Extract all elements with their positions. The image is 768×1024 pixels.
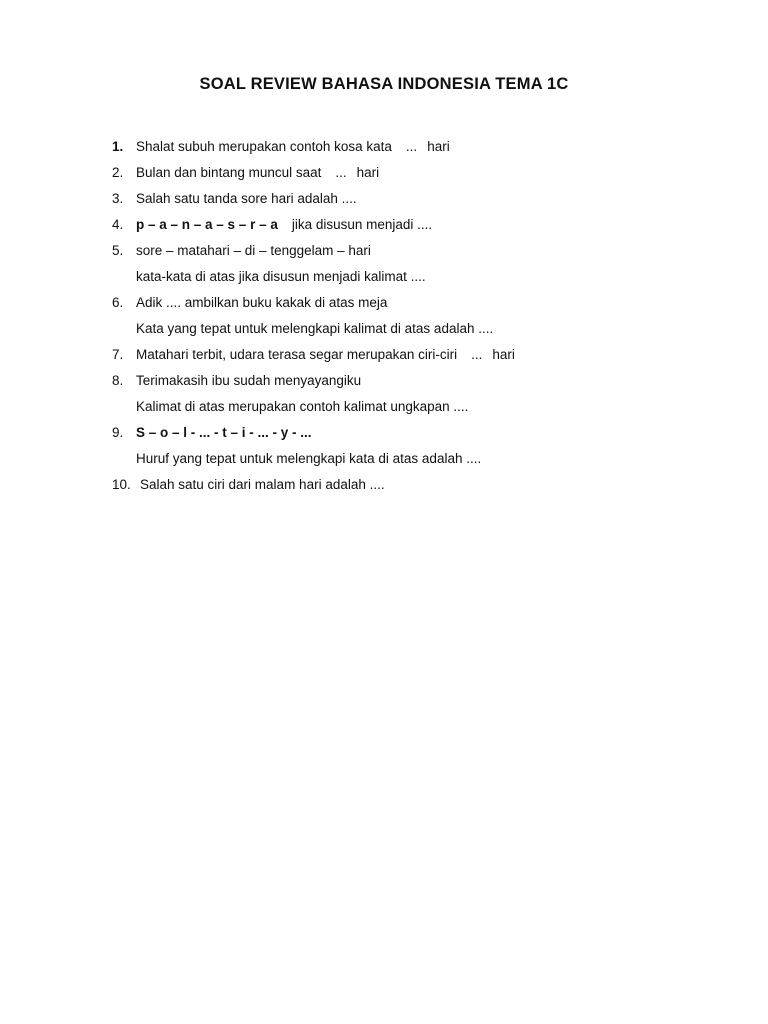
question-text: kata-kata di atas jika disusun menjadi kalimat .... [136,269,426,284]
blank-ellipsis: ... [335,165,347,180]
question-4 [112,215,732,241]
question-6-continuation [112,319,732,345]
question-text: Adik .... ambilkan buku kakak di atas meja [136,295,388,310]
question-8-continuation [112,397,732,423]
question-text: Kalimat di atas merupakan contoh kalimat ungkapan .... [136,399,469,414]
question-text-part: Shalat subuh merupakan contoh kosa kata [136,139,392,154]
question-text: sore – matahari – di – tenggelam – hari [136,243,371,258]
question-number: 9. [112,425,124,440]
blank-ellipsis: ... [405,139,418,154]
question-10 [112,475,732,501]
question-6 [112,293,732,319]
question-text-part: hari [492,347,515,362]
question-number: 1. [112,139,124,154]
question-number: 3. [112,191,124,206]
question-text: Salah satu ciri dari malam hari adalah .... [140,477,385,492]
question-5 [112,241,732,267]
question-number: 7. [112,347,124,362]
question-list [112,137,732,501]
page-title: SOAL REVIEW BAHASA INDONESIA TEMA 1C [199,75,569,93]
blank-ellipsis: ... [471,347,483,362]
question-2 [112,163,732,189]
question-text-part: hari [427,139,450,154]
scrambled-letters: p – a – n – a – s – r – a [136,217,278,232]
question-8 [112,371,732,397]
question-number: 8. [112,373,124,388]
question-number: 5. [112,243,124,258]
question-7 [112,345,732,371]
question-5-continuation [112,267,732,293]
question-number: 4. [112,217,124,232]
question-text [136,345,515,365]
question-text: Terimakasih ibu sudah menyayangiku [136,373,362,388]
question-number: 6. [112,295,124,310]
question-text [136,137,450,157]
question-text-part: Bulan dan bintang muncul saat [136,165,322,180]
question-text: Huruf yang tepat untuk melengkapi kata di atas adalah .... [136,451,482,466]
question-text: Salah satu tanda sore hari adalah .... [136,191,357,206]
question-text-part: jika disusun menjadi .... [291,217,433,232]
question-text [136,163,379,183]
question-text [136,215,432,235]
question-1 [112,137,732,163]
question-9 [112,423,732,449]
question-text-part: hari [356,165,380,180]
question-3 [112,189,732,215]
question-number: 10. [112,477,131,492]
question-text: Kata yang tepat untuk melengkapi kalimat di atas adalah .... [136,321,494,336]
question-9-continuation [112,449,732,475]
question-number: 2. [112,165,124,180]
scrambled-letters: S – o – l - ... - t – i - ... - y - ... [136,425,312,440]
question-text-part: Matahari terbit, udara terasa segar merupakan ciri-ciri [136,347,458,362]
